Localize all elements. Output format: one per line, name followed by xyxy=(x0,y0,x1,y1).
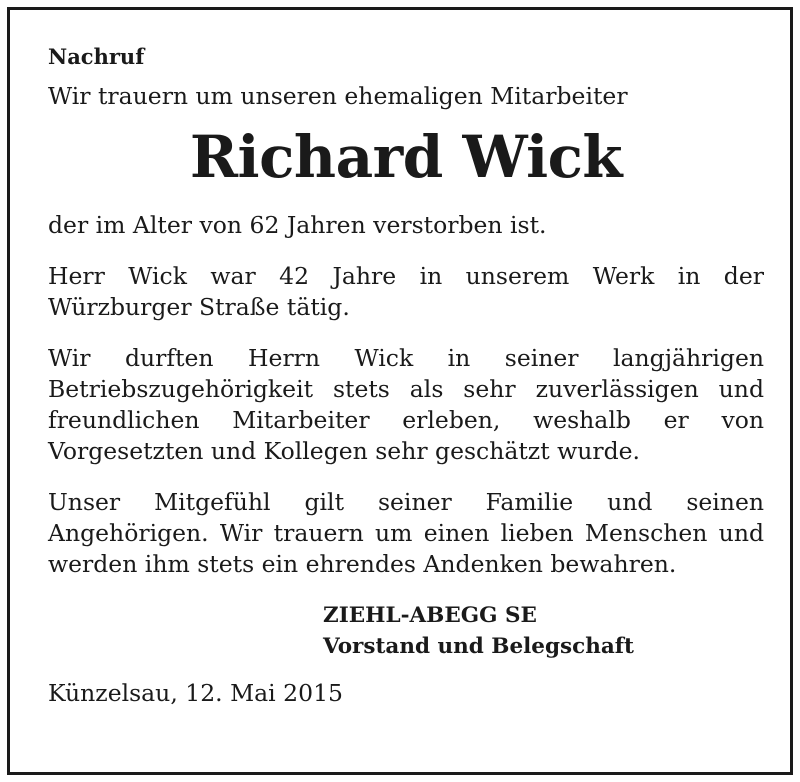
signature-company: ZIEHL-ABEGG SE xyxy=(323,603,537,628)
paragraph-appreciation: Wir durften Herrn Wick in seiner langjährigen Betriebszugehörigkeit stets als sehr zuverlässigen und freundlichen Mitarbeiter erleben, weshalb er von Vorgesetzten und Kollegen sehr geschätzt wurde. xyxy=(48,344,764,465)
notice-heading: Nachruf xyxy=(48,44,145,69)
paragraph-tenure: Herr Wick war 42 Jahre in unserem Werk in der Würzburger Straße tätig. xyxy=(48,262,764,321)
obituary-content xyxy=(48,43,764,709)
paragraph-condolence: Unser Mitgefühl gilt seiner Familie und seinen Angehörigen. Wir trauern um einen lieben Menschen und werden ihm stets ein ehrendes Andenken bewahren. xyxy=(48,488,764,578)
signature-group: Vorstand und Belegschaft xyxy=(323,634,634,659)
deceased-name: Richard Wick xyxy=(189,123,623,191)
obituary-frame xyxy=(7,7,793,775)
age-line: der im Alter von 62 Jahren verstorben ist. xyxy=(48,211,547,239)
intro-line: Wir trauern um unseren ehemaligen Mitarbeiter xyxy=(48,82,628,110)
signature-block xyxy=(323,600,764,662)
place-date: Künzelsau, 12. Mai 2015 xyxy=(48,679,343,707)
